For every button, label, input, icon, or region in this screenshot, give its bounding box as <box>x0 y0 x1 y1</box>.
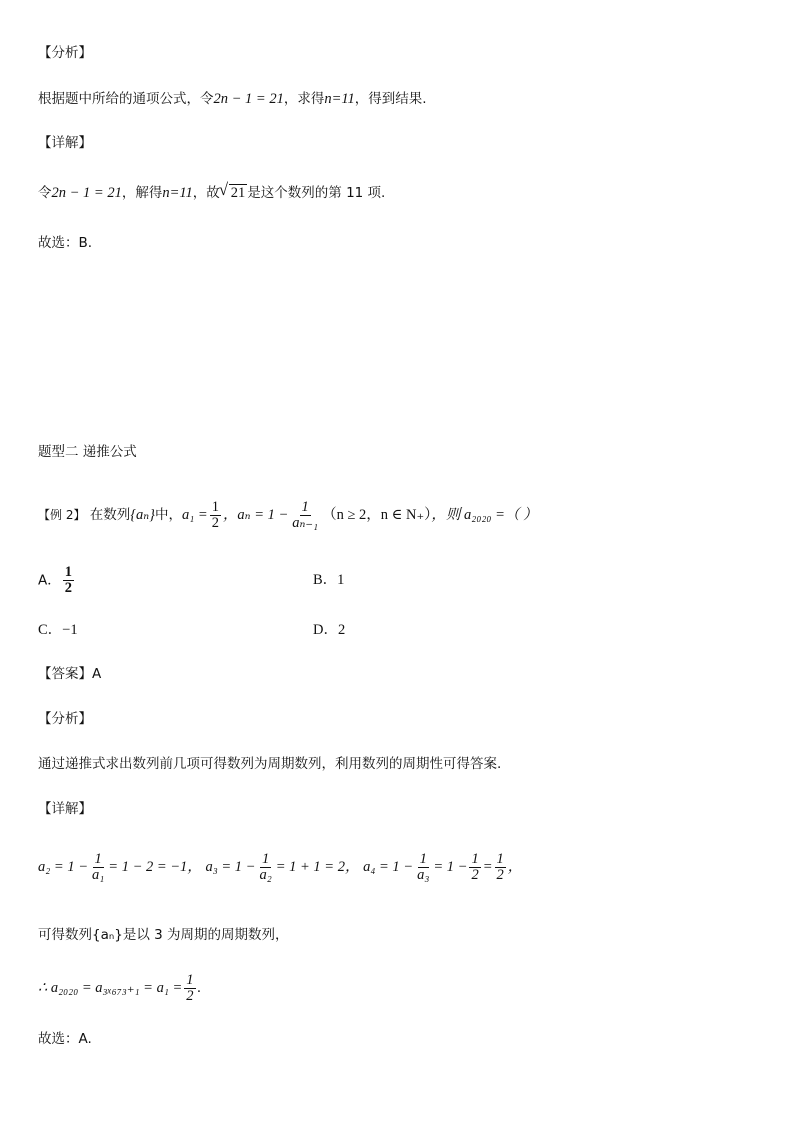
numerator: 1 <box>211 498 219 515</box>
option-text: D．2 <box>313 622 346 638</box>
a1-fraction <box>210 500 221 531</box>
numerator: 1 <box>496 851 504 868</box>
text: ，解得 <box>121 185 163 201</box>
numerator: 1 <box>419 851 427 868</box>
denominator: a₁ <box>92 867 105 884</box>
term: = 1 − 2 = −1， <box>108 859 202 875</box>
numerator: 1 <box>301 498 309 515</box>
option-d <box>313 620 345 640</box>
term: = 1 + 1 = 2， <box>275 859 360 875</box>
numerator: 1 <box>64 564 72 580</box>
an-fraction <box>290 500 320 531</box>
text: ，故 <box>192 185 220 201</box>
fraction <box>469 852 480 883</box>
denominator: 2 <box>64 580 72 596</box>
term: ， <box>507 859 523 875</box>
term: a₂ = 1 − <box>38 859 88 875</box>
denominator: aₙ₋₁ <box>292 514 319 531</box>
question: ，则 a₂₀₂₀ =（ ） <box>431 507 538 523</box>
a1-def: a₁ = <box>181 507 208 523</box>
fraction <box>184 973 195 1004</box>
term: = <box>482 859 493 875</box>
text: 是这个数列的第 11 项. <box>247 185 386 201</box>
numerator: 1 <box>94 851 102 868</box>
text: ，得到结果. <box>354 91 427 107</box>
text: ，求得 <box>283 91 325 107</box>
denominator: 2 <box>496 867 504 884</box>
fraction <box>415 852 431 883</box>
sqrt-radicand: 21 <box>230 185 246 201</box>
denominator: 2 <box>211 514 219 531</box>
term: a₄ = 1 − <box>363 859 414 875</box>
numerator: 1 <box>186 972 194 989</box>
sequence: {aₙ} <box>130 507 155 523</box>
term: a₃ = 1 − <box>205 859 256 875</box>
term: ∴ a₂₀₂₀ = a₃ₓ₆₇₃₊₁ = a₁ = <box>38 980 183 996</box>
analysis-text-1 <box>38 89 427 109</box>
detail-heading-1: 【详解】 <box>38 135 92 151</box>
n-value: n=11 <box>162 185 193 201</box>
choice-1: 故选：B. <box>38 235 93 251</box>
n-value: n=11 <box>324 91 355 107</box>
choice-2: 故选：A. <box>38 1031 92 1047</box>
denominator: 2 <box>471 867 479 884</box>
fraction <box>90 852 106 883</box>
example-2 <box>38 493 538 537</box>
option-a-fraction <box>63 565 74 596</box>
conclusion <box>38 968 201 1008</box>
option-text: C．−1 <box>38 622 78 638</box>
detail-text-1 <box>38 180 386 203</box>
option-b <box>313 570 344 590</box>
analysis-heading-1: 【分析】 <box>38 45 92 61</box>
equation: 2n − 1 = 21 <box>51 185 122 201</box>
equation: 2n − 1 = 21 <box>213 91 284 107</box>
denominator: 2 <box>186 988 194 1005</box>
detail-heading-2: 【详解】 <box>38 801 92 817</box>
recurrence-computation <box>38 847 522 887</box>
answer: 【答案】A <box>38 666 102 682</box>
an-def: ，aₙ = 1 − <box>222 507 289 523</box>
sqrt-expression: √ 21 <box>218 180 246 201</box>
analysis-text-2: 通过递推式求出数列前几项可得数列为周期数列，利用数列的周期性可得答案. <box>38 756 502 772</box>
option-c <box>38 620 78 640</box>
text: 在数列 <box>89 507 131 523</box>
text: 中， <box>154 507 182 523</box>
fraction <box>257 852 273 883</box>
example-label: 【例 2】 <box>38 508 86 522</box>
fraction <box>495 852 506 883</box>
term: . <box>197 980 202 996</box>
denominator: a₂ <box>259 867 272 884</box>
analysis-heading-2: 【分析】 <box>38 711 92 727</box>
option-text: B．1 <box>313 572 345 588</box>
denominator: a₃ <box>417 867 430 884</box>
term: = 1 − <box>433 859 468 875</box>
condition: （n ≥ 2，n ∈ N₊） <box>322 507 432 523</box>
numerator: 1 <box>471 851 479 868</box>
option-label: A． <box>38 572 61 589</box>
text: 根据题中所给的通项公式，令 <box>38 91 214 107</box>
text: 令 <box>38 185 52 201</box>
periodic-statement: 可得数列{aₙ}是以 3 为周期的周期数列， <box>38 927 289 943</box>
numerator: 1 <box>261 851 270 868</box>
option-a <box>38 565 76 596</box>
section-title: 题型二 递推公式 <box>38 444 137 460</box>
